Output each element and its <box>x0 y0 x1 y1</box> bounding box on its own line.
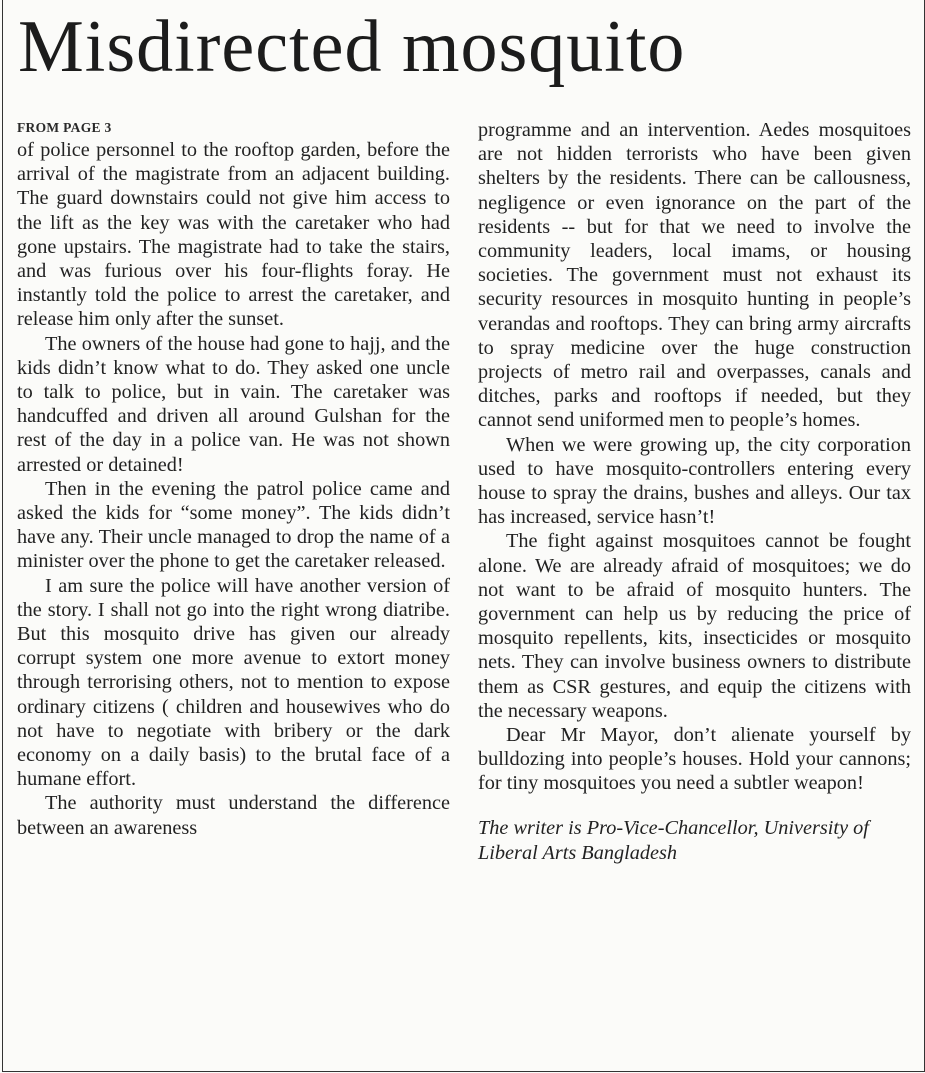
headline: Misdirected mosquito <box>18 6 686 88</box>
left-column <box>17 120 450 840</box>
paragraph: Then in the evening the patrol police came and asked the kids for “some money”. The kids didn’t have any. Their uncle managed to drop the name of a minister over the phone to get the caretaker released. <box>17 477 450 573</box>
paragraph: The authority must understand the difference between an awareness <box>17 792 450 839</box>
continuation-kicker: FROM PAGE 3 <box>17 120 112 135</box>
paragraph: The owners of the house had gone to hajj, and the kids didn’t know what to do. They asked one uncle to talk to police, but in vain. The caretaker was handcuffed and driven all around Gulshan for the rest of the day in a police van. He was not shown arrested or detained! <box>17 332 450 476</box>
author-byline: The writer is Pro-Vice-Chancellor, University of Liberal Arts Bangladesh <box>478 816 869 864</box>
paragraph: of police personnel to the rooftop garden, before the arrival of the magistrate from an adjacent building. The guard downstairs could not give him access to the lift as the key was with the caretaker who had gone upstairs. The magistrate had to take the stairs, and was furious over his four-flights foray. He instantly told the police to arrest the caretaker, and release him only after the sunset. <box>17 139 450 331</box>
paragraph: When we were growing up, the city corporation used to have mosquito-controllers entering every house to spray the drains, bushes and alleys. Our tax has increased, service hasn’t! <box>478 433 911 529</box>
paragraph: I am sure the police will have another version of the story. I shall not go into the right wrong diatribe. But this mosquito drive has given our already corrupt system one more avenue to extort money through terrorising others, not to mention to expose ordinary citizens ( children and housewives who do not have to negotiate with bribery or the dark economy on a daily basis) to the brutal face of a humane effort. <box>17 574 450 791</box>
paragraph: programme and an intervention. Aedes mosquitoes are not hidden terrorists who have been given shelters by the residents. There can be callousness, negligence or even ignorance on the part of the residents -- but for that we need to involve the community leaders, local imams, or housing societies. The government must not exhaust its security resources in mosquito hunting in people’s verandas and rooftops. They can bring army aircrafts to spray medicine over the huge construction projects of metro rail and overpasses, canals and ditches, parks and rooftops if needed, but they cannot send uniformed men to people’s homes. <box>478 119 911 432</box>
paragraph: Dear Mr Mayor, don’t alienate yourself by bulldozing into people’s houses. Hold your cannons; for tiny mosquitoes you need a subtler weapon! <box>478 724 911 795</box>
paragraph: The fight against mosquitoes cannot be fought alone. We are already afraid of mosquitoes; we do not want to be afraid of mosquito hunters. The government can help us by reducing the price of mosquito repellents, kits, insecticides or mosquito nets. They can involve business owners to distribute them as CSR gestures, and equip the citizens with the necessary weapons. <box>478 530 911 722</box>
right-column <box>478 118 911 886</box>
